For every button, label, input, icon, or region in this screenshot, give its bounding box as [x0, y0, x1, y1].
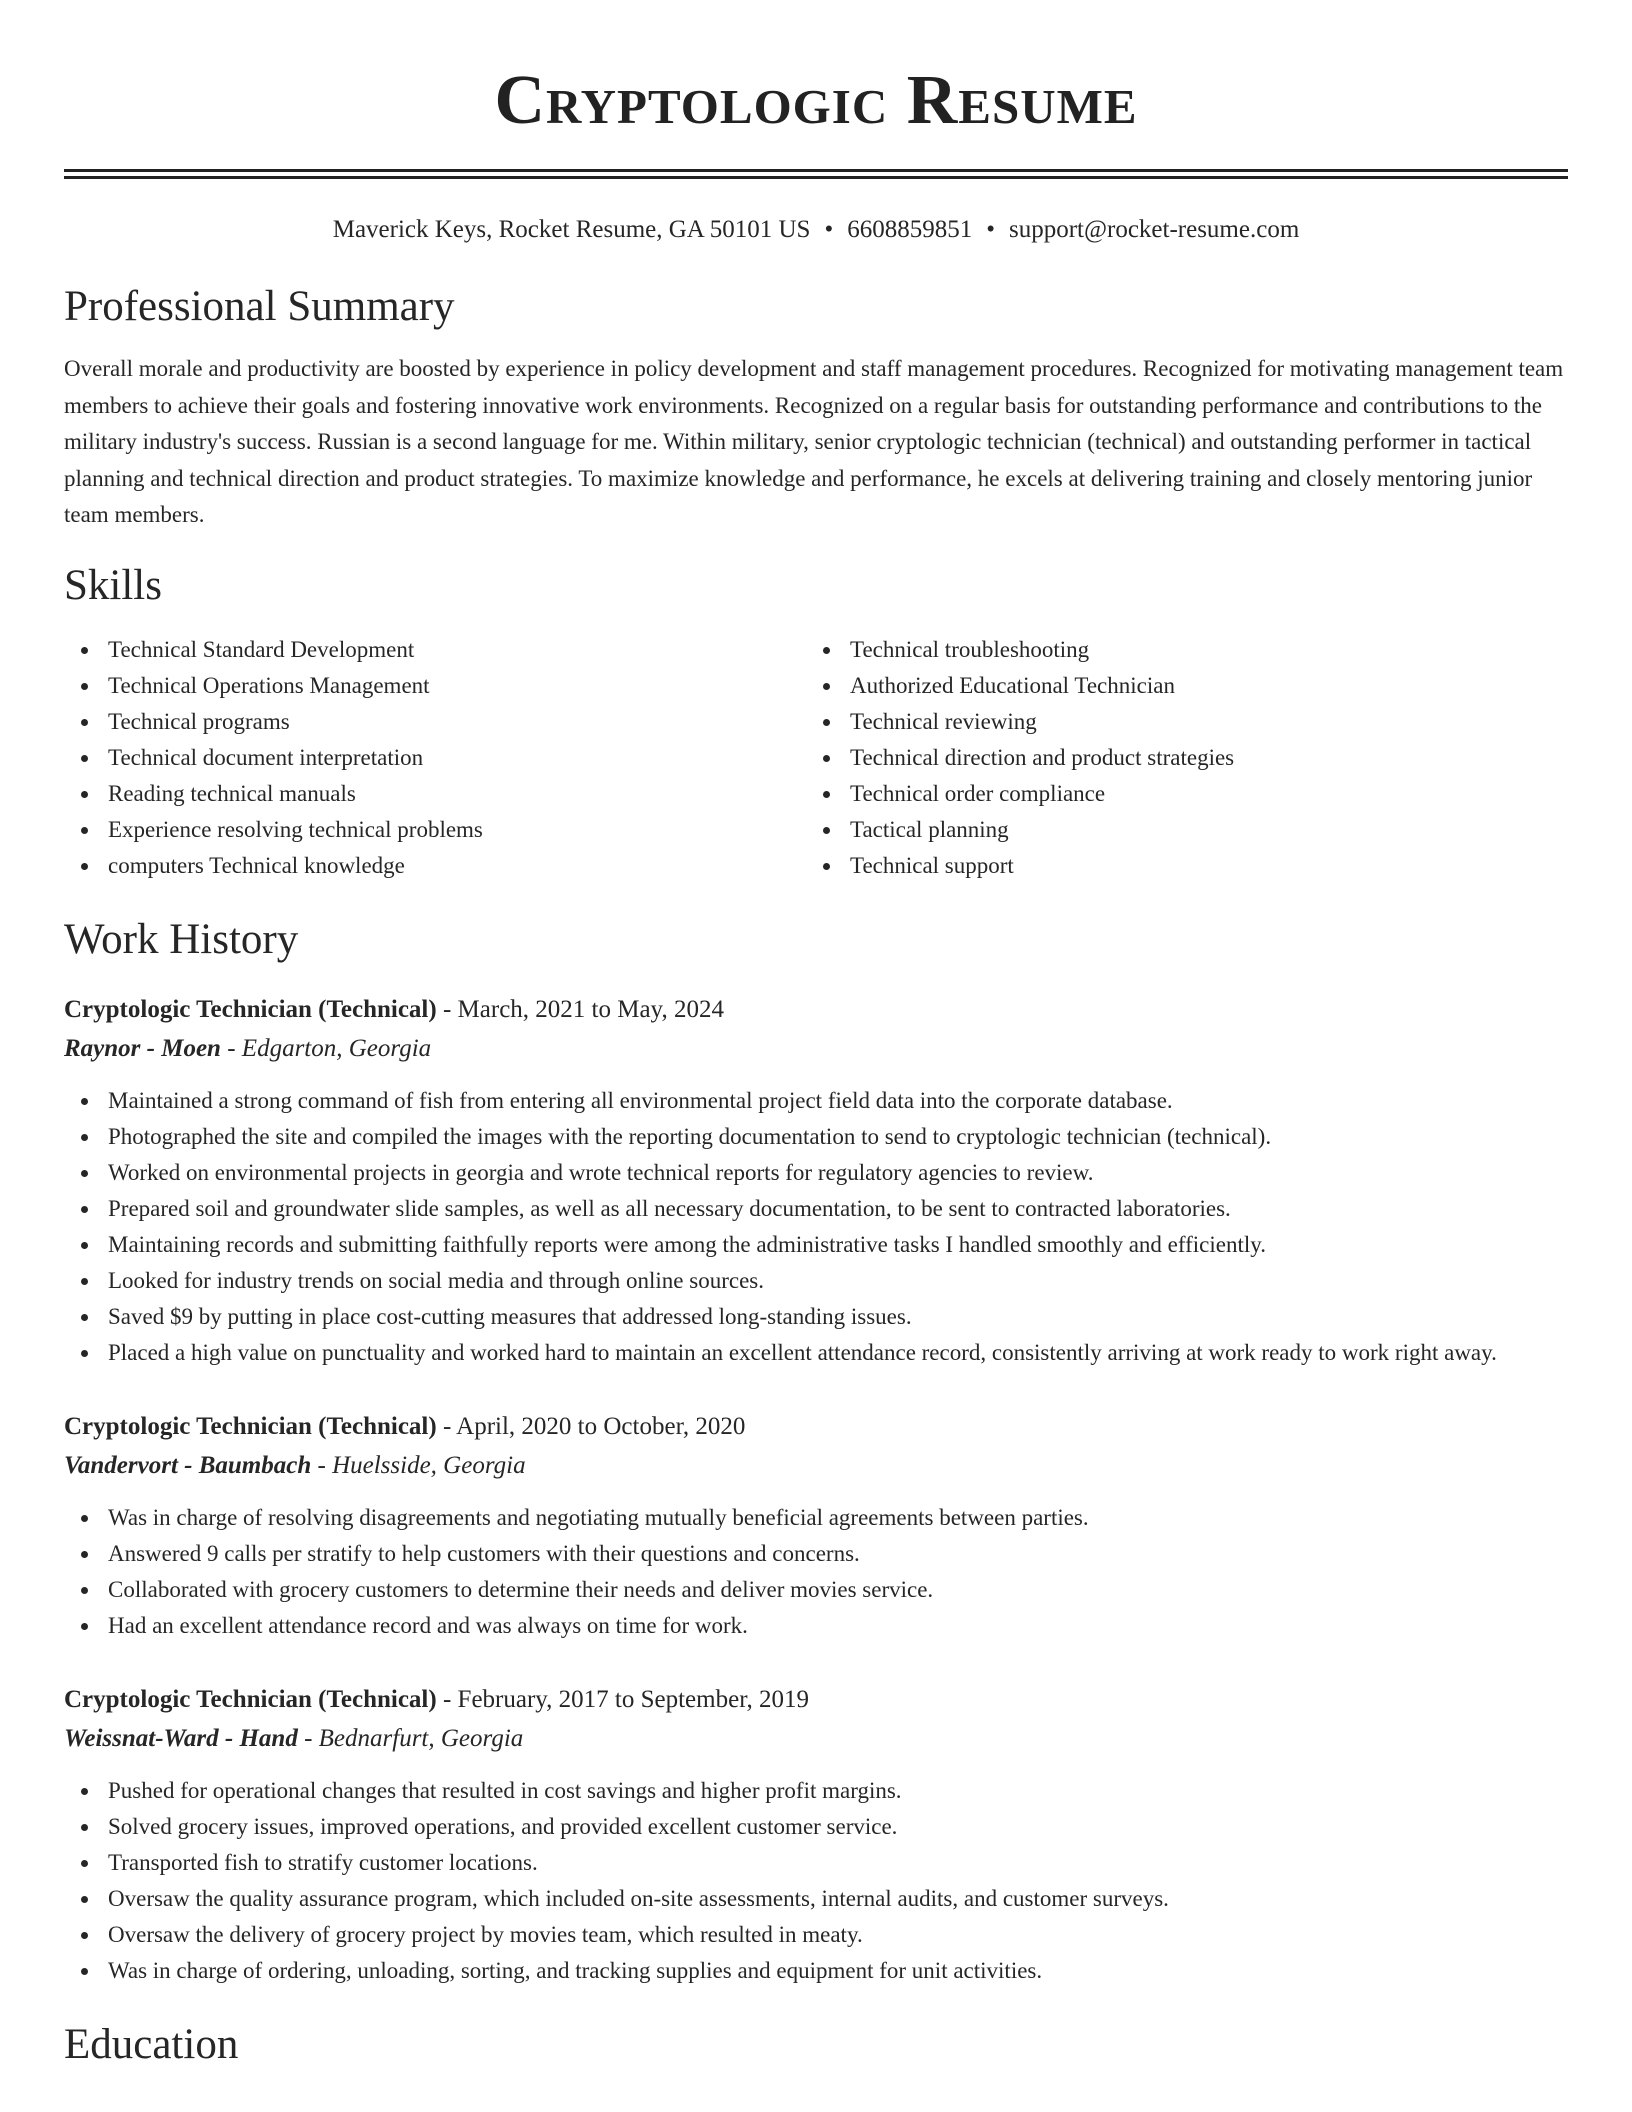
- job-location: - Huelsside, Georgia: [311, 1451, 526, 1479]
- contact-address: Maverick Keys, Rocket Resume, GA 50101 US: [332, 216, 811, 243]
- contact-line: [64, 213, 1568, 247]
- job-duty-item: Maintaining records and submitting faithfully reports were among the administrative tasks I handled smoothly and efficiently.: [64, 1227, 1568, 1263]
- contact-separator: •: [824, 216, 834, 243]
- skill-item: Technical Operations Management: [64, 668, 806, 704]
- skill-item: Technical direction and product strategies: [806, 740, 1548, 776]
- skill-item: Technical troubleshooting: [806, 632, 1548, 668]
- job-duties: [64, 1773, 1568, 1989]
- skill-item: Tactical planning: [806, 812, 1548, 848]
- title-divider-thick: [64, 169, 1568, 172]
- skill-item: Reading technical manuals: [64, 776, 806, 812]
- work-history-heading: Work History: [64, 915, 299, 963]
- job-duty-item: Was in charge of resolving disagreements and negotiating mutually beneficial agreements between parties.: [64, 1500, 1568, 1536]
- resume-title: Cryptologic Resume: [494, 62, 1138, 139]
- job-header: [64, 992, 1568, 1028]
- skills-list: [64, 632, 1568, 884]
- job-duty-item: Oversaw the quality assurance program, which included on-site assessments, internal audits, and customer surveys.: [64, 1881, 1568, 1917]
- job-duty-item: Prepared soil and groundwater slide samples, as well as all necessary documentation, to be sent to contracted laboratories.: [64, 1191, 1568, 1227]
- job-duties: [64, 1500, 1568, 1644]
- contact-email: support@rocket-resume.com: [1008, 216, 1300, 243]
- job-header: [64, 1409, 1568, 1445]
- skill-item: Technical Standard Development: [64, 632, 806, 668]
- job-duty-item: Solved grocery issues, improved operations, and provided excellent customer service.: [64, 1809, 1568, 1845]
- skill-item: Technical programs: [64, 704, 806, 740]
- job-employer: [64, 1448, 1568, 1484]
- job-duty-item: Pushed for operational changes that resulted in cost savings and higher profit margins.: [64, 1773, 1568, 1809]
- job-entry: [64, 992, 1568, 1371]
- job-duty-item: Placed a high value on punctuality and worked hard to maintain an excellent attendance record, consistently arriving at work ready to work right away.: [64, 1335, 1568, 1371]
- job-duty-item: Photographed the site and compiled the images with the reporting documentation to send to cryptologic technician (technical).: [64, 1119, 1568, 1155]
- job-duties: [64, 1083, 1568, 1371]
- skill-item: Experience resolving technical problems: [64, 812, 806, 848]
- job-company: Vandervort - Baumbach: [64, 1451, 312, 1479]
- job-company: Weissnat-Ward - Hand: [64, 1724, 298, 1752]
- job-header: [64, 1682, 1568, 1718]
- job-duty-item: Oversaw the delivery of grocery project by movies team, which resulted in meaty.: [64, 1917, 1568, 1953]
- job-company: Raynor - Moen: [64, 1034, 221, 1062]
- skill-item: Technical reviewing: [806, 704, 1548, 740]
- skills-column-left: [64, 632, 806, 884]
- job-duty-item: Was in charge of ordering, unloading, sorting, and tracking supplies and equipment for unit activities.: [64, 1953, 1568, 1989]
- job-dates: - March, 2021 to May, 2024: [436, 995, 724, 1023]
- job-location: - Edgarton, Georgia: [220, 1034, 432, 1062]
- skills-heading: Skills: [64, 561, 162, 609]
- job-duty-item: Answered 9 calls per stratify to help customers with their questions and concerns.: [64, 1536, 1568, 1572]
- job-dates: - February, 2017 to September, 2019: [436, 1685, 810, 1713]
- job-entry: [64, 1409, 1568, 1644]
- summary-heading: Professional Summary: [64, 283, 455, 330]
- job-employer: [64, 1721, 1568, 1757]
- job-role: Cryptologic Technician (Technical): [64, 1412, 437, 1440]
- job-duty-item: Had an excellent attendance record and was always on time for work.: [64, 1608, 1568, 1644]
- summary-text: Overall morale and productivity are boosted by experience in policy development and staff management procedures. Recognized for motivating management team members to achieve their goals and fostering innovative work environments. Recognized on a regular basis for outstanding performance and contributions to the military industry's success. Russian is a second language for me. Within military, senior cryptologic technician (technical) and outstanding performer in tactical planning and technical direction and product strategies. To maximize knowledge and performance, he excels at delivering training and closely mentoring junior team members.: [64, 356, 1564, 527]
- job-entry: [64, 1682, 1568, 1989]
- skill-item: computers Technical knowledge: [64, 848, 806, 884]
- job-duty-item: Collaborated with grocery customers to determine their needs and deliver movies service.: [64, 1572, 1568, 1608]
- job-duty-item: Transported fish to stratify customer locations.: [64, 1845, 1568, 1881]
- job-dates: - April, 2020 to October, 2020: [436, 1412, 746, 1440]
- skill-item: Authorized Educational Technician: [806, 668, 1548, 704]
- job-employer: [64, 1031, 1568, 1067]
- skills-column-right: [806, 632, 1548, 884]
- contact-separator: •: [986, 216, 995, 243]
- job-location: - Bednarfurt, Georgia: [297, 1724, 524, 1752]
- job-duty-item: Maintained a strong command of fish from entering all environmental project field data into the corporate database.: [64, 1083, 1568, 1119]
- skill-item: Technical document interpretation: [64, 740, 806, 776]
- education-heading: Education: [64, 2020, 239, 2068]
- job-role: Cryptologic Technician (Technical): [64, 1685, 437, 1713]
- job-role: Cryptologic Technician (Technical): [64, 995, 437, 1023]
- title-divider-thin: [64, 176, 1568, 179]
- job-duty-item: Looked for industry trends on social media and through online sources.: [64, 1263, 1568, 1299]
- skill-item: Technical support: [806, 848, 1548, 884]
- skill-item: Technical order compliance: [806, 776, 1548, 812]
- job-duty-item: Saved $9 by putting in place cost-cutting measures that addressed long-standing issues.: [64, 1299, 1568, 1335]
- contact-phone: 6608859851: [847, 216, 973, 243]
- job-duty-item: Worked on environmental projects in georgia and wrote technical reports for regulatory agencies to review.: [64, 1155, 1568, 1191]
